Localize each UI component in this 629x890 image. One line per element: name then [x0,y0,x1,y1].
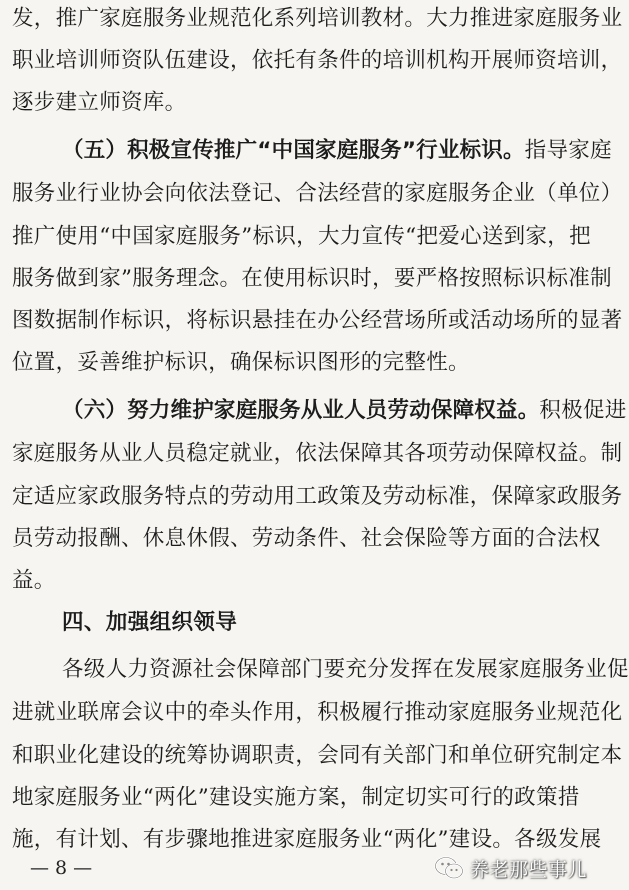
body-line: 施，有计划、有步骤地推进家庭服务业“两化”建设。各级发展 [12,827,602,852]
chapter-heading: 四、加强组织领导 [62,610,238,635]
body-line: 图数据制作标识，将标识悬挂在办公经营场所或活动场所的显著 [12,308,623,333]
watermark-text: 养老那些事儿 [470,858,588,881]
wechat-icon [434,855,464,881]
body-line: 服务做到家”服务理念。在使用标识时，要严格按照标识标准制 [12,266,612,291]
body-line: 位置，妥善维护标识，确保标识图形的完整性。 [12,350,470,375]
section-title: （五）积极宣传推广“中国家庭服务”行业标识。 [62,138,525,163]
body-line: 发，推广家庭服务业规范化系列培训教材。大力推进家庭服务业 [12,6,623,31]
watermark [434,852,587,884]
section-paragraph-line: （六）努力维护家庭服务从业人员劳动保障权益。积极促进 [62,398,627,423]
body-line: 员劳动报酬、休息休假、劳动条件、社会保险等方面的合法权 [12,526,601,551]
body-line: 职业培训师资队伍建设，依托有条件的培训机构开展师资培训， [12,48,623,73]
body-line: 逐步建立师资库。 [12,90,187,115]
body-line: 地家庭服务业“两化”建设实施方案，制定切实可行的政策措 [12,785,580,810]
body-line: 益。 [12,568,56,593]
body-line: 和职业化建设的统筹协调职责，会同有关部门和单位研究制定本 [12,743,623,768]
section-paragraph-line: （五）积极宣传推广“中国家庭服务”行业标识。指导家庭 [62,138,612,163]
body-line: 各级人力资源社会保障部门要充分发挥在发展家庭服务业促 [62,657,629,682]
body-line: 服务业行业协会向依法登记、合法经营的家庭服务企业（单位） [12,181,623,206]
body-line: 定适应家政服务特点的劳动用工政策及劳动标准，保障家政服务 [12,484,623,509]
section-title: （六）努力维护家庭服务从业人员劳动保障权益。 [62,398,540,423]
page-number: — 8 — [30,857,93,879]
body-line: 家庭服务从业人员稳定就业，依法保障其各项劳动保障权益。制 [12,441,623,466]
body-line: 进就业联席会议中的牵头作用，积极履行推动家庭服务业规范化 [12,700,623,725]
body-line: 推广使用“中国家庭服务”标识，大力宣传“把爱心送到家，把 [12,224,591,249]
